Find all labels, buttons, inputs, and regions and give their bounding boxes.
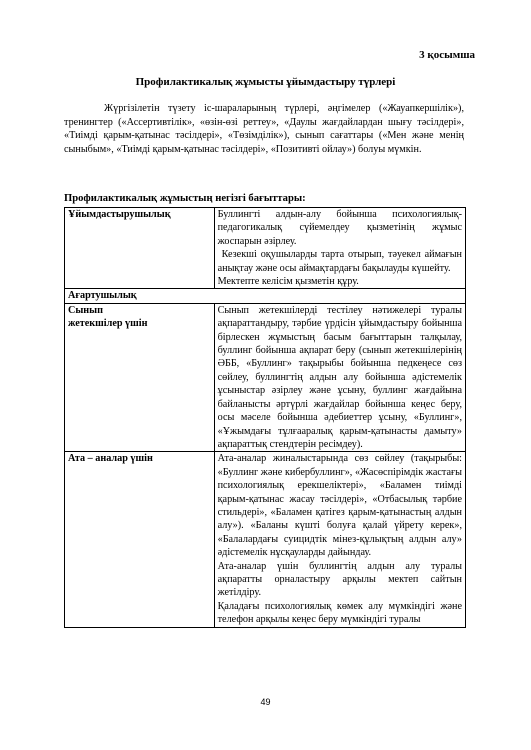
- org-paragraph: Мектепте келісім қызметін құру.: [217, 276, 359, 288]
- teachers-label: [65, 303, 215, 451]
- org-content: [214, 208, 465, 289]
- intro-text: Жүргізілетін түзету іс-шараларының түрлері, әңгімелер («Жауапкершілік»), тренингтер («Ассертивтілік», «өзін-өзі реттеу», «Даулы жағдайлардан шығу тәсілдері», «Тиімді қарым-қатынас тәсілдері», «Төзімділік»), сынып сағаттары («Мен және менің сыныбым», «Тиімді қарым-қатынас тәсілдері», «Позитивті ойлау») болуы мүмкін.: [64, 103, 464, 155]
- teachers-label-text: Сынып жетекшілер үшін: [68, 304, 148, 330]
- section-heading: Профилактикалық жұмыстың негізгі бағыттары:: [64, 193, 306, 204]
- parents-content: [214, 452, 465, 627]
- org-label: Ұйымдастырушылық: [65, 208, 215, 289]
- parents-paragraph: Ата-аналар жиналыстарында сөз сөйлеу (тақырыбы: «Буллинг және кибербуллинг», «Жасөспірімдік жастағы психологиялық ерекшеліктері», «Баламен тиімді қарым-қатынас жасау тәсілдері», «Отбасылық тәрбие стильдері», «Баламен қатігез қарым-қатынастың алдын алу»). «Баланы күшті болуға қалай үйрету керек», «Балалардағы суицидтік мінез-құлықтың алдын алу» әдістемелік нұсқауларды дайындау.: [217, 453, 462, 559]
- table-row-education-header: [65, 289, 466, 303]
- education-header: Ағартушылық: [65, 289, 466, 303]
- table-row-teachers: [65, 303, 466, 451]
- page-title: Профилактикалық жұмысты ұйымдастыру түрлері: [135, 76, 396, 88]
- page-number: 49: [260, 697, 271, 707]
- parents-paragraph: Ата-аналар үшін буллингтің алдын алу туралы ақпаратты орналастыру арқылы мектеп сайтын жетілдіру.: [217, 560, 462, 599]
- parents-label: [65, 452, 215, 627]
- appendix-label: 3 қосымша: [419, 49, 475, 61]
- org-paragraph: Буллингті алдын-алу бойынша психологиялық-педагогикалық сүйемелдеу қызметінің жұмыс жоспарын әзірлеу.: [217, 209, 462, 247]
- table-row-parents: [65, 452, 466, 627]
- directions-table: [64, 207, 466, 628]
- table-row-organizational: [65, 208, 466, 289]
- parents-label-text: Ата – аналар үшін: [68, 453, 153, 465]
- parents-paragraph: Қаладағы психологиялық көмек алу мүмкіндігі және телефон арқылы кеңес беру мүмкіндігі туралы: [217, 600, 462, 626]
- teachers-content: Сынып жетекшілерді тестілеу нәтижелері туралы ақпараттандыру, тәрбие үрдісін ұйымдастыру бойынша бірлескен жұмыстың басым бағыттарын талқылау, буллинг бойынша ақпарат беру (сынып жетекшілерінің ӘББ, «Буллинг» тақырыбы бойынша педкеңесе сөз сөйлеу, буллингтің алдын алу бойынша әдістемелік ұсыныстар әзірлеу және ұсыну, буллинг жағдайына байланысты әртүрлі жағдайлар бойынша кеңес беру, осы мәселе бойынша әдебиеттер ұсыну, «Буллинг», «Ұжымдағы тұлғааралық қарым-қатынасты дамыту» ақпараттық стендтерін ресімдеу).: [214, 303, 465, 451]
- org-paragraph: Кезекші оқушыларды тарта отырып, тәуекел аймағын анықтау және осы аймақтардағы бақылауды күшейту.: [217, 249, 462, 274]
- intro-paragraph: [64, 102, 464, 156]
